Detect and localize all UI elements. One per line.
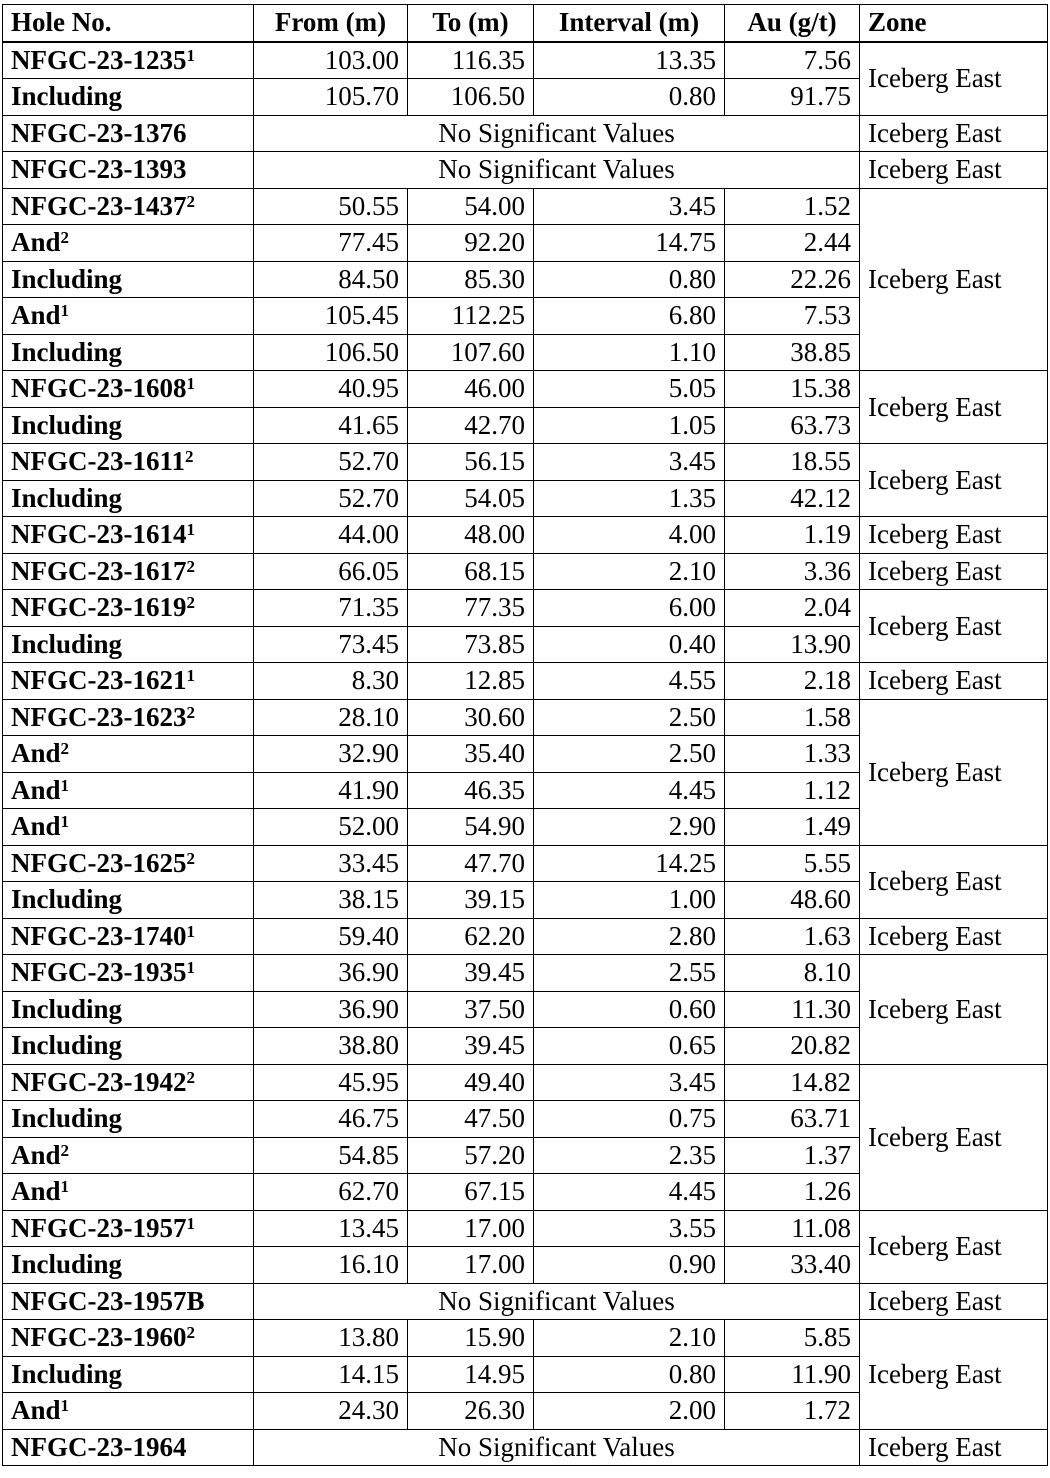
from-cell: 32.90 [254, 736, 408, 773]
to-cell: 67.15 [408, 1174, 534, 1211]
au-cell: 11.08 [725, 1210, 860, 1247]
hole-cell [3, 991, 254, 1028]
zone-cell: Iceberg East [860, 1064, 1048, 1210]
from-cell: 52.70 [254, 480, 408, 517]
hole-cell [3, 1320, 254, 1357]
from-cell: 38.15 [254, 882, 408, 919]
table-row [3, 553, 1048, 590]
table-row [3, 42, 1048, 79]
interval-cell: 2.35 [534, 1137, 725, 1174]
footnote-marker: 1 [60, 775, 70, 795]
au-cell: 33.40 [725, 1247, 860, 1284]
table-header [3, 5, 1048, 42]
interval-cell: 2.80 [534, 918, 725, 955]
au-cell: 63.71 [725, 1101, 860, 1138]
hole-cell [3, 444, 254, 481]
hole-cell [3, 553, 254, 590]
zone-cell: Iceberg East [860, 371, 1048, 444]
au-cell: 2.18 [725, 663, 860, 700]
interval-cell: 2.10 [534, 1320, 725, 1357]
to-cell: 54.05 [408, 480, 534, 517]
from-cell: 14.15 [254, 1356, 408, 1393]
au-cell: 42.12 [725, 480, 860, 517]
footnote-marker: 2 [186, 702, 195, 722]
footnote-marker: 2 [186, 191, 195, 211]
hole-cell [3, 772, 254, 809]
hole-id: NFGC-23-1740 [11, 920, 187, 951]
zone-cell: Iceberg East [860, 590, 1048, 663]
to-cell: 62.20 [408, 918, 534, 955]
from-cell: 62.70 [254, 1174, 408, 1211]
interval-cell: 14.75 [534, 225, 725, 262]
hole-cell [3, 882, 254, 919]
table-row [3, 1429, 1048, 1466]
hole-id: And [11, 1139, 61, 1170]
from-cell: 40.95 [254, 371, 408, 408]
interval-cell: 2.50 [534, 736, 725, 773]
table-row [3, 188, 1048, 225]
zone-cell: Iceberg East [860, 553, 1048, 590]
hole-cell [3, 261, 254, 298]
hole-cell [3, 1429, 254, 1466]
au-cell: 1.37 [725, 1137, 860, 1174]
header-au: Au (g/t) [725, 5, 860, 42]
interval-cell: 1.00 [534, 882, 725, 919]
to-cell: 46.00 [408, 371, 534, 408]
hole-cell [3, 1101, 254, 1138]
au-cell: 63.73 [725, 407, 860, 444]
to-cell: 30.60 [408, 699, 534, 736]
hole-cell [3, 407, 254, 444]
au-cell: 2.44 [725, 225, 860, 262]
au-cell: 1.12 [725, 772, 860, 809]
from-cell: 105.45 [254, 298, 408, 335]
au-cell: 20.82 [725, 1028, 860, 1065]
to-cell: 42.70 [408, 407, 534, 444]
au-cell: 7.53 [725, 298, 860, 335]
footnote-marker: 1 [186, 921, 195, 941]
hole-id: NFGC-23-1942 [11, 1066, 187, 1097]
interval-cell: 14.25 [534, 845, 725, 882]
hole-cell [3, 1356, 254, 1393]
hole-cell [3, 225, 254, 262]
table-body [3, 42, 1048, 1466]
to-cell: 39.15 [408, 882, 534, 919]
zone-cell: Iceberg East [860, 444, 1048, 517]
hole-id: And [11, 738, 61, 769]
interval-cell: 4.45 [534, 1174, 725, 1211]
zone-cell: Iceberg East [860, 1210, 1048, 1283]
to-cell: 47.50 [408, 1101, 534, 1138]
hole-id: NFGC-23-1611 [11, 446, 185, 477]
footnote-marker: 2 [186, 556, 195, 576]
footnote-marker: 1 [60, 1177, 70, 1197]
interval-cell: 5.05 [534, 371, 725, 408]
au-cell: 2.04 [725, 590, 860, 627]
au-cell: 91.75 [725, 79, 860, 116]
table-row [3, 1283, 1048, 1320]
hole-cell [3, 845, 254, 882]
from-cell: 105.70 [254, 79, 408, 116]
zone-cell: Iceberg East [860, 699, 1048, 845]
table-row [3, 1210, 1048, 1247]
to-cell: 35.40 [408, 736, 534, 773]
hole-cell [3, 1028, 254, 1065]
hole-id: NFGC-23-1957B [11, 1285, 205, 1316]
hole-id: NFGC-23-1623 [11, 701, 187, 732]
hole-cell [3, 334, 254, 371]
footnote-marker: 2 [60, 739, 70, 759]
to-cell: 56.15 [408, 444, 534, 481]
table-row [3, 371, 1048, 408]
hole-cell [3, 115, 254, 152]
interval-cell: 3.55 [534, 1210, 725, 1247]
interval-cell: 3.45 [534, 188, 725, 225]
hole-id: NFGC-23-1376 [11, 117, 187, 148]
hole-id: NFGC-23-1957 [11, 1212, 187, 1243]
interval-cell: 4.45 [534, 772, 725, 809]
table-row [3, 699, 1048, 736]
zone-cell: Iceberg East [860, 1283, 1048, 1320]
to-cell: 85.30 [408, 261, 534, 298]
hole-id: Including [11, 1249, 123, 1280]
to-cell: 26.30 [408, 1393, 534, 1430]
hole-id: And [11, 227, 61, 258]
au-cell: 38.85 [725, 334, 860, 371]
footnote-marker: 1 [186, 1213, 195, 1233]
interval-cell: 13.35 [534, 42, 725, 79]
to-cell: 17.00 [408, 1210, 534, 1247]
to-cell: 37.50 [408, 991, 534, 1028]
au-cell: 1.72 [725, 1393, 860, 1430]
interval-cell: 2.00 [534, 1393, 725, 1430]
hole-cell [3, 152, 254, 189]
to-cell: 12.85 [408, 663, 534, 700]
au-cell: 1.19 [725, 517, 860, 554]
hole-id: NFGC-23-1393 [11, 154, 187, 185]
to-cell: 17.00 [408, 1247, 534, 1284]
zone-cell: Iceberg East [860, 845, 1048, 918]
from-cell: 77.45 [254, 225, 408, 262]
footnote-marker: 1 [60, 1396, 70, 1416]
hole-cell [3, 1210, 254, 1247]
au-cell: 5.55 [725, 845, 860, 882]
from-cell: 16.10 [254, 1247, 408, 1284]
hole-id: NFGC-23-1935 [11, 957, 187, 988]
to-cell: 47.70 [408, 845, 534, 882]
from-cell: 106.50 [254, 334, 408, 371]
drill-results-table [2, 4, 1048, 1466]
hole-id: NFGC-23-1625 [11, 847, 187, 878]
table-row [3, 590, 1048, 627]
interval-cell: 0.80 [534, 1356, 725, 1393]
to-cell: 112.25 [408, 298, 534, 335]
hole-id: Including [11, 628, 123, 659]
to-cell: 107.60 [408, 334, 534, 371]
hole-id: Including [11, 1103, 123, 1134]
hole-id: NFGC-23-1614 [11, 519, 187, 550]
from-cell: 24.30 [254, 1393, 408, 1430]
interval-cell: 1.05 [534, 407, 725, 444]
zone-cell: Iceberg East [860, 152, 1048, 189]
to-cell: 46.35 [408, 772, 534, 809]
hole-id: And [11, 1176, 61, 1207]
hole-id: NFGC-23-1960 [11, 1322, 187, 1353]
zone-cell: Iceberg East [860, 115, 1048, 152]
au-cell: 18.55 [725, 444, 860, 481]
table-row [3, 152, 1048, 189]
hole-id: Including [11, 263, 123, 294]
footnote-marker: 1 [60, 812, 70, 832]
au-cell: 13.90 [725, 626, 860, 663]
table-row [3, 845, 1048, 882]
au-cell: 3.36 [725, 553, 860, 590]
from-cell: 36.90 [254, 955, 408, 992]
to-cell: 39.45 [408, 1028, 534, 1065]
from-cell: 45.95 [254, 1064, 408, 1101]
au-cell: 1.26 [725, 1174, 860, 1211]
to-cell: 106.50 [408, 79, 534, 116]
interval-cell: 3.45 [534, 444, 725, 481]
hole-id: Including [11, 993, 123, 1024]
interval-cell: 6.00 [534, 590, 725, 627]
from-cell: 33.45 [254, 845, 408, 882]
hole-cell [3, 1283, 254, 1320]
interval-cell: 1.35 [534, 480, 725, 517]
interval-cell: 0.40 [534, 626, 725, 663]
hole-id: Including [11, 482, 123, 513]
footnote-marker: 2 [184, 447, 194, 467]
hole-cell [3, 1247, 254, 1284]
zone-cell: Iceberg East [860, 1429, 1048, 1466]
no-significant-values-cell: No Significant Values [254, 1283, 860, 1320]
footnote-marker: 1 [186, 666, 195, 686]
from-cell: 38.80 [254, 1028, 408, 1065]
hole-cell [3, 42, 254, 79]
to-cell: 15.90 [408, 1320, 534, 1357]
hole-cell [3, 298, 254, 335]
no-significant-values-cell: No Significant Values [254, 1429, 860, 1466]
from-cell: 71.35 [254, 590, 408, 627]
hole-id: NFGC-23-1621 [11, 665, 187, 696]
from-cell: 28.10 [254, 699, 408, 736]
hole-id: Including [11, 336, 123, 367]
hole-id: And [11, 1395, 61, 1426]
hole-cell [3, 79, 254, 116]
from-cell: 50.55 [254, 188, 408, 225]
header-zone: Zone [860, 5, 1048, 42]
zone-cell: Iceberg East [860, 188, 1048, 371]
to-cell: 49.40 [408, 1064, 534, 1101]
from-cell: 46.75 [254, 1101, 408, 1138]
au-cell: 5.85 [725, 1320, 860, 1357]
table-row [3, 918, 1048, 955]
zone-cell: Iceberg East [860, 1320, 1048, 1430]
from-cell: 8.30 [254, 663, 408, 700]
hole-id: NFGC-23-1617 [11, 555, 187, 586]
hole-id: NFGC-23-1964 [11, 1431, 187, 1462]
table-row [3, 517, 1048, 554]
hole-id: NFGC-23-1437 [11, 190, 187, 221]
to-cell: 73.85 [408, 626, 534, 663]
hole-id: And [11, 811, 61, 842]
no-significant-values-cell: No Significant Values [254, 152, 860, 189]
hole-cell [3, 1064, 254, 1101]
hole-id: Including [11, 884, 123, 915]
hole-cell [3, 590, 254, 627]
header-row [3, 5, 1048, 42]
table-row [3, 444, 1048, 481]
to-cell: 92.20 [408, 225, 534, 262]
interval-cell: 4.55 [534, 663, 725, 700]
interval-cell: 0.80 [534, 261, 725, 298]
interval-cell: 0.75 [534, 1101, 725, 1138]
no-significant-values-cell: No Significant Values [254, 115, 860, 152]
au-cell: 1.49 [725, 809, 860, 846]
hole-cell [3, 955, 254, 992]
from-cell: 59.40 [254, 918, 408, 955]
zone-cell: Iceberg East [860, 517, 1048, 554]
footnote-marker: 2 [186, 1067, 195, 1087]
zone-cell: Iceberg East [860, 955, 1048, 1065]
to-cell: 54.00 [408, 188, 534, 225]
from-cell: 36.90 [254, 991, 408, 1028]
au-cell: 22.26 [725, 261, 860, 298]
from-cell: 54.85 [254, 1137, 408, 1174]
footnote-marker: 2 [60, 1140, 70, 1160]
zone-cell: Iceberg East [860, 663, 1048, 700]
header-from: From (m) [254, 5, 408, 42]
interval-cell: 0.80 [534, 79, 725, 116]
to-cell: 39.45 [408, 955, 534, 992]
from-cell: 44.00 [254, 517, 408, 554]
to-cell: 14.95 [408, 1356, 534, 1393]
hole-id: Including [11, 1358, 123, 1389]
au-cell: 1.63 [725, 918, 860, 955]
from-cell: 13.80 [254, 1320, 408, 1357]
hole-id: Including [11, 409, 123, 440]
to-cell: 116.35 [408, 42, 534, 79]
interval-cell: 2.90 [534, 809, 725, 846]
zone-cell: Iceberg East [860, 918, 1048, 955]
interval-cell: 6.80 [534, 298, 725, 335]
interval-cell: 2.55 [534, 955, 725, 992]
footnote-marker: 1 [186, 520, 195, 540]
table-row [3, 115, 1048, 152]
footnote-marker: 2 [186, 593, 195, 613]
from-cell: 13.45 [254, 1210, 408, 1247]
footnote-marker: 1 [186, 45, 195, 65]
from-cell: 41.65 [254, 407, 408, 444]
hole-cell [3, 699, 254, 736]
hole-id: And [11, 774, 61, 805]
header-interval: Interval (m) [534, 5, 725, 42]
interval-cell: 0.90 [534, 1247, 725, 1284]
to-cell: 54.90 [408, 809, 534, 846]
footnote-marker: 1 [60, 301, 70, 321]
hole-cell [3, 626, 254, 663]
hole-cell [3, 918, 254, 955]
interval-cell: 0.60 [534, 991, 725, 1028]
zone-cell: Iceberg East [860, 42, 1048, 116]
from-cell: 52.00 [254, 809, 408, 846]
interval-cell: 4.00 [534, 517, 725, 554]
au-cell: 14.82 [725, 1064, 860, 1101]
interval-cell: 1.10 [534, 334, 725, 371]
to-cell: 68.15 [408, 553, 534, 590]
hole-cell [3, 736, 254, 773]
hole-cell [3, 1174, 254, 1211]
footnote-marker: 1 [186, 374, 195, 394]
table-row [3, 663, 1048, 700]
au-cell: 11.90 [725, 1356, 860, 1393]
table-row [3, 1064, 1048, 1101]
hole-id: NFGC-23-1619 [11, 592, 187, 623]
from-cell: 84.50 [254, 261, 408, 298]
hole-cell [3, 1137, 254, 1174]
hole-cell [3, 809, 254, 846]
au-cell: 1.58 [725, 699, 860, 736]
from-cell: 52.70 [254, 444, 408, 481]
footnote-marker: 2 [186, 848, 195, 868]
footnote-marker: 2 [60, 228, 70, 248]
hole-cell [3, 663, 254, 700]
from-cell: 66.05 [254, 553, 408, 590]
au-cell: 48.60 [725, 882, 860, 919]
hole-cell [3, 480, 254, 517]
hole-id: NFGC-23-1235 [11, 44, 187, 75]
hole-id: And [11, 300, 61, 331]
interval-cell: 0.65 [534, 1028, 725, 1065]
from-cell: 41.90 [254, 772, 408, 809]
au-cell: 7.56 [725, 42, 860, 79]
hole-cell [3, 1393, 254, 1430]
au-cell: 1.33 [725, 736, 860, 773]
au-cell: 1.52 [725, 188, 860, 225]
hole-cell [3, 517, 254, 554]
to-cell: 57.20 [408, 1137, 534, 1174]
hole-id: Including [11, 81, 123, 112]
header-hole-no: Hole No. [3, 5, 254, 42]
hole-id: Including [11, 1030, 123, 1061]
au-cell: 15.38 [725, 371, 860, 408]
hole-cell [3, 188, 254, 225]
to-cell: 48.00 [408, 517, 534, 554]
footnote-marker: 1 [186, 958, 195, 978]
interval-cell: 2.50 [534, 699, 725, 736]
to-cell: 77.35 [408, 590, 534, 627]
from-cell: 73.45 [254, 626, 408, 663]
footnote-marker: 2 [186, 1323, 195, 1343]
hole-cell [3, 371, 254, 408]
interval-cell: 2.10 [534, 553, 725, 590]
table-row [3, 1320, 1048, 1357]
au-cell: 8.10 [725, 955, 860, 992]
hole-id: NFGC-23-1608 [11, 373, 187, 404]
interval-cell: 3.45 [534, 1064, 725, 1101]
au-cell: 11.30 [725, 991, 860, 1028]
table-row [3, 955, 1048, 992]
from-cell: 103.00 [254, 42, 408, 79]
header-to: To (m) [408, 5, 534, 42]
